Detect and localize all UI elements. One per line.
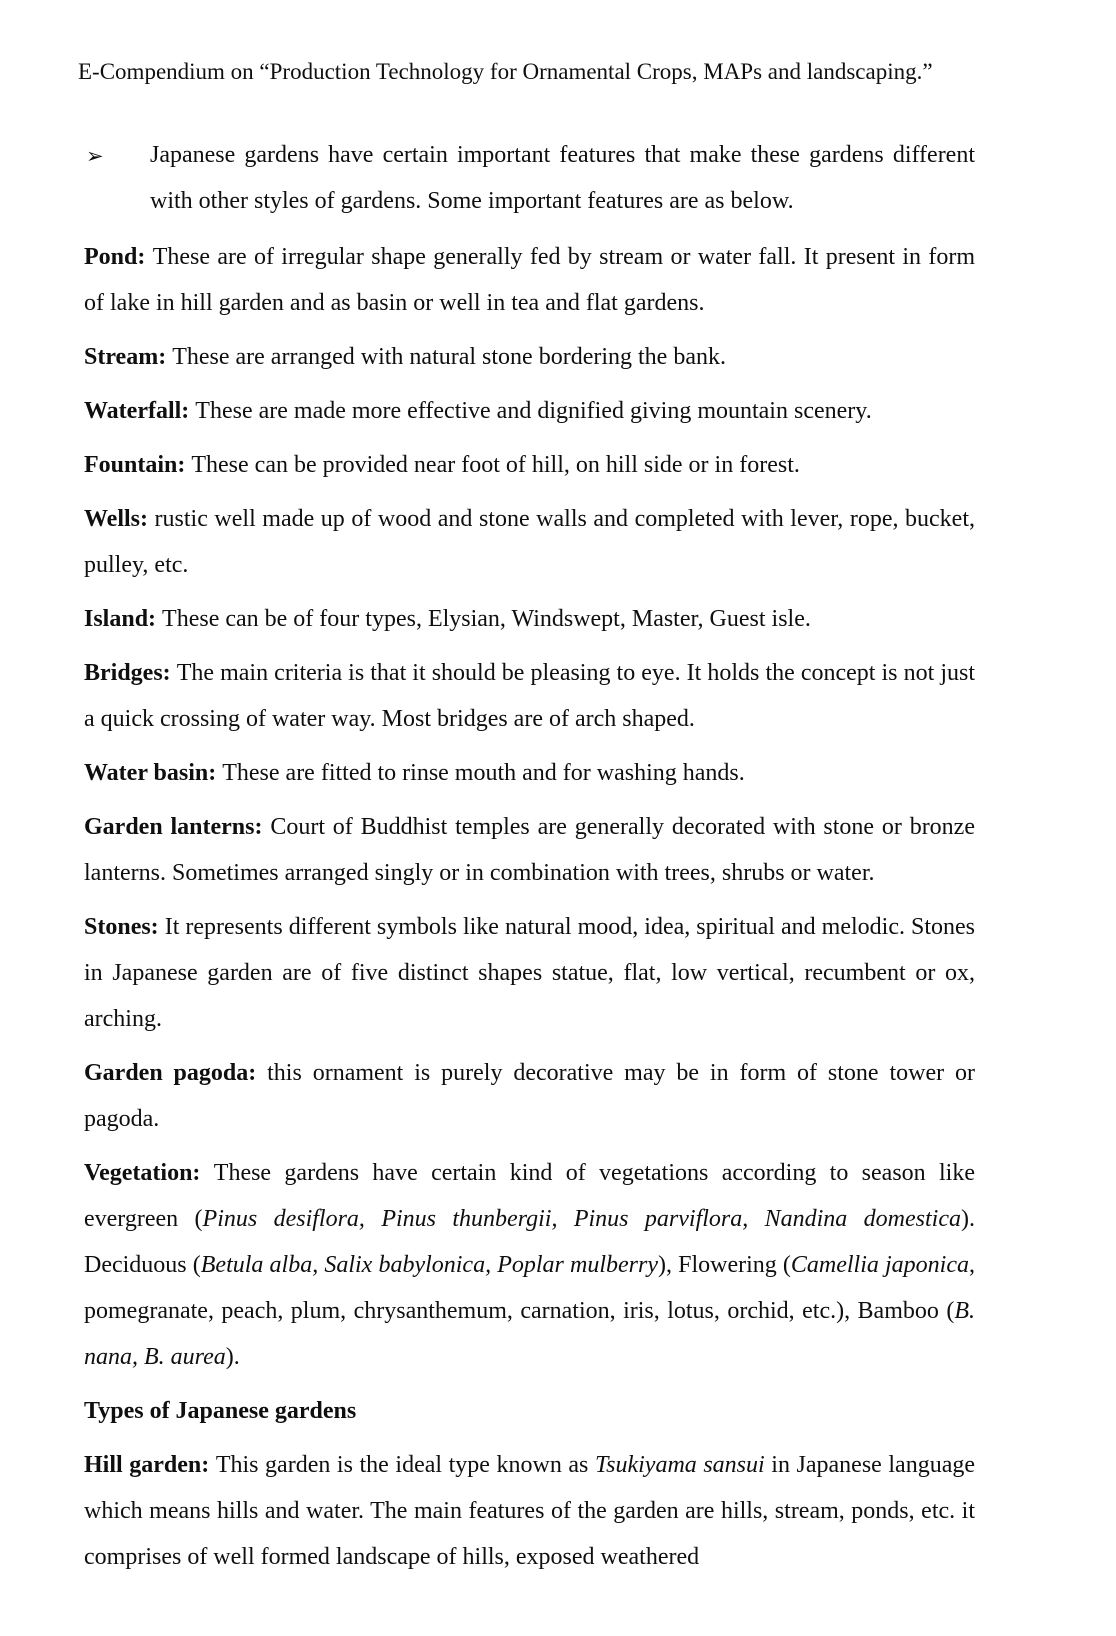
bullet-paragraph <box>86 132 975 224</box>
section-heading <box>84 1388 975 1434</box>
body-paragraph <box>84 750 975 796</box>
body-paragraph <box>84 804 975 896</box>
text-run: Betula alba, Salix babylonica, Poplar mulberry <box>200 1252 658 1278</box>
body-paragraph <box>84 650 975 742</box>
text-run: These are arranged with natural stone bordering the bank. <box>172 344 726 370</box>
text-run: Water basin: <box>84 760 223 786</box>
text-run: ), Flowering ( <box>657 1252 791 1278</box>
text-run: Court of Buddhist temples are generally decorated with stone or bronze lanterns. Sometimes arranged singly or in combination with trees, shrubs or water. <box>84 814 975 886</box>
body-paragraph <box>84 334 975 380</box>
body-paragraph <box>84 234 975 326</box>
text-run: B. nana, B. aurea <box>84 1298 975 1370</box>
text-run: Types of Japanese gardens <box>84 1398 357 1424</box>
text-run: Stones: <box>84 914 165 940</box>
text-run: This garden is the ideal type known as <box>215 1452 595 1478</box>
text-run: Bridges: <box>84 660 177 686</box>
text-run: It represents different symbols like natural mood, idea, spiritual and melodic. Stones in Japanese garden are of five distinct shapes statue, flat, low vertical, recumbent or ox, arching. <box>84 914 975 1032</box>
text-run: , pomegranate, peach, plum, chrysanthemum, carnation, iris, lotus, orchid, etc.), Bamboo ( <box>84 1252 975 1324</box>
body-paragraph <box>84 904 975 1042</box>
text-run: These gardens have certain kind of vegetations according to season like evergreen ( <box>84 1160 975 1232</box>
text-run: These can be provided near foot of hill, on hill side or in forest. <box>191 452 800 478</box>
text-run: Camellia japonica <box>790 1252 969 1278</box>
text-run: Stream: <box>84 344 173 370</box>
text-run: Japanese gardens have certain important features that make these gardens different with other styles of gardens. Some important features are as below. <box>150 142 975 214</box>
body-paragraph <box>84 388 975 434</box>
body-paragraph <box>84 596 975 642</box>
body-paragraph <box>84 1150 975 1380</box>
text-run: rustic well made up of wood and stone walls and completed with lever, rope, bucket, pulley, etc. <box>84 506 976 578</box>
text-run: ). Deciduous ( <box>84 1206 975 1278</box>
text-run: Garden lanterns: <box>84 814 271 840</box>
text-run: Pond: <box>84 244 153 270</box>
text-run: Fountain: <box>84 452 192 478</box>
body-paragraph <box>84 442 975 488</box>
text-run: These are of irregular shape generally fed by stream or water fall. It present in form of lake in hill garden and as basin or well in tea and flat gardens. <box>84 244 975 316</box>
text-run: this ornament is purely decorative may be in form of stone tower or pagoda. <box>84 1060 975 1132</box>
body-paragraph <box>84 1050 975 1142</box>
text-run: Waterfall: <box>84 398 196 424</box>
text-run: These are fitted to rinse mouth and for washing hands. <box>222 760 745 786</box>
text-run: Tsukiyama sansui <box>594 1452 765 1478</box>
text-run: These are made more effective and dignified giving mountain scenery. <box>195 398 872 424</box>
text-run: Garden pagoda: <box>84 1060 268 1086</box>
text-run: Hill garden: <box>84 1452 216 1478</box>
arrow-bullet-icon: ➢ <box>86 144 104 168</box>
text-run: The main criteria is that it should be pleasing to eye. It holds the concept is not just a quick crossing of water way. Most bridges are of arch shaped. <box>84 660 975 732</box>
document-content <box>84 132 975 1580</box>
text-run: These can be of four types, Elysian, Windswept, Master, Guest isle. <box>162 606 811 632</box>
text-run: in Japanese language which means hills and water. The main features of the garden are hills, stream, ponds, etc. it comprises of well formed landscape of hills, exposed weathered <box>84 1452 976 1570</box>
text-run: Vegetation: <box>84 1160 214 1186</box>
text-run: ). <box>225 1344 240 1370</box>
body-paragraph <box>84 496 975 588</box>
page-header-title: E-Compendium on “Production Technology for Ornamental Crops, MAPs and landscaping.” <box>78 59 933 84</box>
text-run: Island: <box>84 606 163 632</box>
text-run: Pinus desiflora, Pinus thunbergii, Pinus parviflora, Nandina domestica <box>202 1206 961 1232</box>
body-paragraph <box>84 1442 975 1580</box>
text-run: Wells: <box>84 506 155 532</box>
